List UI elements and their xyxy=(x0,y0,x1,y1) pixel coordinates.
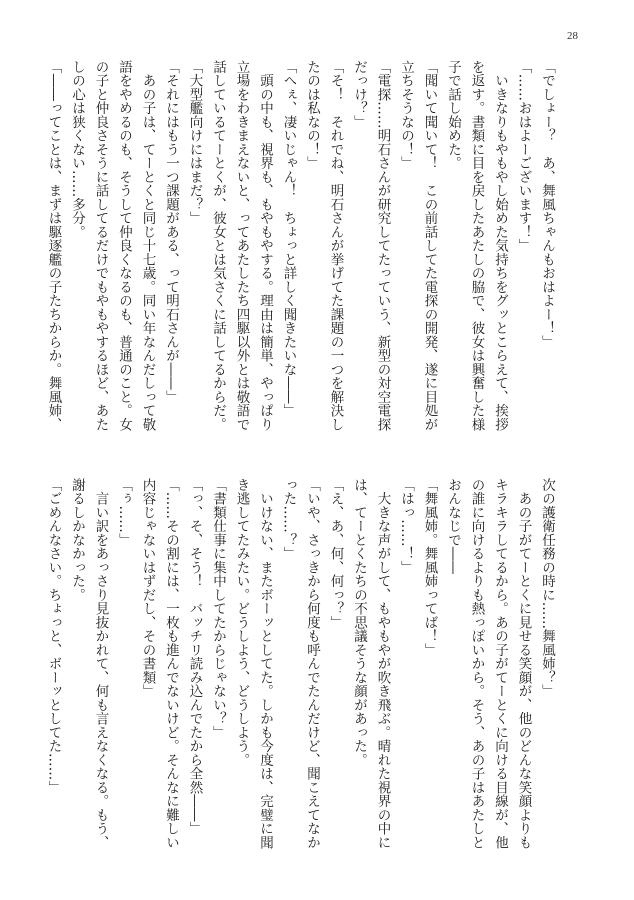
text-line: 次の護衛任務の時に……舞風姉？」 xyxy=(539,478,555,698)
text-line: 「っ、そ、そう！ バッチリ読み込んでたから全然――」 xyxy=(186,478,203,836)
text-line: 「はっ……！」 xyxy=(398,478,414,575)
text-line: 「そ！ それでね、明石さんが挙げてた課題の一つを解決し xyxy=(327,60,344,432)
text-line: 頭の中も、視界も、もやもやする。理由は簡単、やっぱり xyxy=(257,60,273,432)
text-line: 大きな声がして、もやもやが吹き飛ぶ。晴れた視界の中に xyxy=(374,478,391,850)
page-number: 28 xyxy=(567,30,578,42)
text-line: 「いや、さっきから何度も呼んでたんだけど、聞こえてなか xyxy=(304,478,320,850)
text-line: の誰に向けるよりも熱っぽいから。そう、あの子はあたしと xyxy=(468,478,485,850)
text-line: 内容じゃないはずだし、その書類」 xyxy=(139,478,156,698)
text-line: 立ちそうなの！」 xyxy=(398,60,414,170)
text-line: 「大型艦向けにはまだ？」 xyxy=(186,60,203,225)
text-line: 「ぅ……」 xyxy=(116,478,132,547)
text-line: を返す。書類に目を戻したあたしの脇で、彼女は興奮した様 xyxy=(468,60,485,432)
text-line: 「書類仕事に集中してたからじゃない？」 xyxy=(210,478,226,740)
text-line: 「――ってことは、まずは駆逐艦の子たちからか。舞風姉、 xyxy=(45,60,62,432)
text-line: しの心は狭くない……多分。 xyxy=(69,60,85,239)
text-line: 立場をわきまえないと、ってあたしたち四駆以外とは敬語で xyxy=(233,60,250,432)
text-block-bottom xyxy=(45,478,558,888)
text-line: 「え、あ、何、何っ？」 xyxy=(327,478,344,630)
text-line: あの子がてーとくに見せる笑顔が、他のどんな笑顔よりも xyxy=(515,478,532,850)
text-line: 子で話し始めた。 xyxy=(445,60,461,170)
text-line: の子と仲良さそうに話してるだけでもやもやするほど、あた xyxy=(92,60,109,432)
text-line: だっけ？」 xyxy=(351,60,367,129)
text-line: 「……おはよーございます！」 xyxy=(515,60,532,253)
text-line: たのは私なの！」 xyxy=(304,60,320,170)
text-line: 「聞いて聞いて！ この前話してた電探の開発、遂に目処が xyxy=(421,60,438,432)
text-line: 「電探……明石さんが研究してたっていう、新型の対空電探 xyxy=(374,60,391,432)
text-line: 語をやめるのも、そうして仲良くなるのも、普通のこと。女 xyxy=(116,60,132,432)
text-line: 話しているてーとくが、彼女とは気さくに話してるからだ。 xyxy=(210,60,226,432)
text-line: った……？」 xyxy=(280,478,297,561)
text-line: 「……その割には、一枚も進んでないけど。そんなに難しい xyxy=(163,478,179,850)
text-line: おんなじで―― xyxy=(445,478,461,575)
text-line: 言い訳をあっさり見抜かれて、何も言えなくなる。もう、 xyxy=(92,478,109,850)
text-line: 「舞風姉。舞風姉ってば！」 xyxy=(421,478,438,657)
text-line: き逃してたみたい。どうしよう、どうしよう。 xyxy=(233,478,250,767)
text-line: 「それにはもう一つ課題がある、って明石さんが――」 xyxy=(163,60,179,404)
text-line: 謝るしかなかった。 xyxy=(69,478,85,602)
text-line: いきなりもやもやし始めた気持ちをグッとこらえて、挨拶 xyxy=(492,60,508,432)
text-line: は、てーとくたちの不思議そうな顔があった。 xyxy=(351,478,367,767)
text-line: キラキラしてるから。あの子がてーとくに向ける目線が、他 xyxy=(492,478,508,850)
text-line: いけない、またボーッとしてた。しかも今度は、完璧に聞 xyxy=(257,478,273,850)
text-line: 「ごめんなさい。ちょっと、ボーッとしてた……」 xyxy=(45,478,62,795)
text-block-top xyxy=(45,60,558,470)
text-line: 「でしょー？ あ、舞風ちゃんもおはよー！」 xyxy=(539,60,555,349)
text-line: 「へぇ、凄いじゃん！ ちょっと詳しく聞きたいな――」 xyxy=(280,60,297,418)
text-line: あの子は、てーとくと同じ十七歳。同い年なんだしって敬 xyxy=(139,60,156,432)
